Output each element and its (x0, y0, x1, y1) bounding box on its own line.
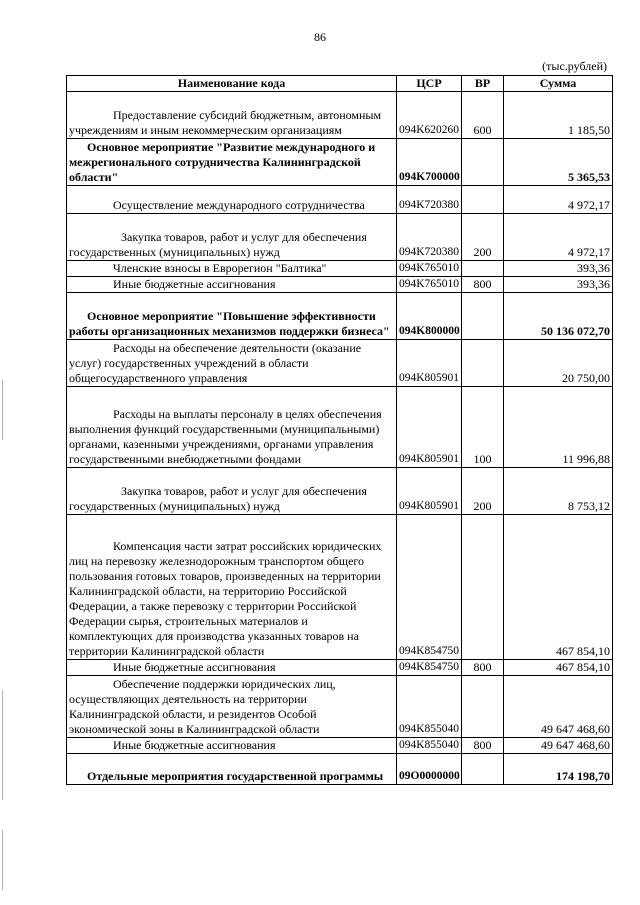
row-name: Членские взносы в Еврорегион "Балтика" (113, 261, 327, 275)
table-row (67, 139, 613, 186)
row-sum: 49 647 468,60 (504, 738, 613, 754)
row-vr (462, 186, 504, 214)
row-sum: 50 136 072,70 (504, 293, 613, 340)
row-name: Закупка товаров, работ и услуг для обеспечения государственных (муниципальных) нужд (69, 230, 367, 259)
row-vr: 800 (462, 738, 504, 754)
row-csr: 094K700000 (397, 139, 462, 186)
row-name: Основное мероприятие "Повышение эффективности работы организационных механизмов поддержки бизнеса" (69, 309, 390, 338)
budget-table (66, 75, 613, 785)
row-name: Предоставление субсидий бюджетным, автономным учреждениям и иным некоммерческим организациям (69, 108, 382, 137)
row-sum: 20 750,00 (504, 340, 613, 387)
row-vr (462, 139, 504, 186)
row-name: Компенсация части затрат российских юридических лиц на перевозку железнодорожным транспортом общего пользования готовых товаров, произведенных на территории Калининградской области, на территорию Российской Федерации, а также перевозку с территории Российской Федерации сырья, строительных материалов и комплектующих для производства указанных товаров на территории Калининградской области (69, 539, 382, 658)
table-row (67, 754, 613, 785)
table-row (67, 676, 613, 738)
row-csr: 094K855040 (397, 676, 462, 738)
row-csr: 094K805901 (397, 468, 462, 515)
row-csr: 094K805901 (397, 340, 462, 387)
row-sum: 467 854,10 (504, 660, 613, 676)
row-name: Расходы на выплаты персоналу в целях обеспечения выполнения функций государственными (муниципальными) органами, казенными учреждениями, органами управления государственными внебюджетными фондами (69, 407, 382, 466)
row-vr: 600 (462, 92, 504, 139)
row-sum: 174 198,70 (504, 754, 613, 785)
table-row (67, 92, 613, 139)
row-sum: 49 647 468,60 (504, 676, 613, 738)
row-sum: 11 996,88 (504, 387, 613, 468)
row-csr: 094K720380 (397, 186, 462, 214)
table-row (67, 277, 613, 293)
row-vr (462, 754, 504, 785)
table-row (67, 340, 613, 387)
row-name: Основное мероприятие "Развитие международного и межрегионального сотрудничества Калининградской области" (69, 140, 376, 184)
table-row (67, 387, 613, 468)
row-name: Расходы на обеспечение деятельности (оказание услуг) государственных учреждений в области общегосударственного управления (69, 341, 362, 385)
row-name: Иные бюджетные ассигнования (113, 660, 276, 674)
scan-margin-line (2, 690, 3, 800)
header-vr: ВР (462, 76, 504, 92)
row-csr: 094K855040 (397, 738, 462, 754)
header-sum: Сумма (504, 76, 613, 92)
row-vr: 800 (462, 277, 504, 293)
table-row (67, 515, 613, 660)
header-csr: ЦСР (397, 76, 462, 92)
row-sum: 393,36 (504, 277, 613, 293)
scan-margin-line (2, 380, 3, 440)
scan-margin-line (2, 830, 3, 890)
header-name: Наименование кода (67, 76, 397, 92)
row-sum: 1 185,50 (504, 92, 613, 139)
row-sum: 393,36 (504, 261, 613, 277)
row-csr: 094K800000 (397, 293, 462, 340)
row-csr: 09O0000000 (397, 754, 462, 785)
row-csr: 094K720380 (397, 214, 462, 261)
row-sum: 4 972,17 (504, 186, 613, 214)
row-csr: 094K854750 (397, 660, 462, 676)
row-csr: 094K620260 (397, 92, 462, 139)
row-name: Обеспечение поддержки юридических лиц, осуществляющих деятельность на территории Калининградской области, и резидентов Особой экономической зоны в Калининградской области (69, 677, 336, 736)
row-name: Отдельные мероприятия государственной программы (87, 769, 384, 783)
table-row (67, 214, 613, 261)
table-row (67, 293, 613, 340)
row-csr: 094K805901 (397, 387, 462, 468)
units-label: (тыс.рублей) (542, 59, 607, 73)
table-row (67, 261, 613, 277)
table-row (67, 468, 613, 515)
row-vr: 100 (462, 387, 504, 468)
table-header-row (67, 76, 613, 92)
row-sum: 5 365,53 (504, 139, 613, 186)
table-row (67, 186, 613, 214)
table-row (67, 738, 613, 754)
row-sum: 8 753,12 (504, 468, 613, 515)
row-vr (462, 676, 504, 738)
row-sum: 4 972,17 (504, 214, 613, 261)
page-number: 86 (314, 30, 326, 44)
row-vr: 200 (462, 214, 504, 261)
row-csr: 094K854750 (397, 515, 462, 660)
row-vr: 200 (462, 468, 504, 515)
row-vr (462, 293, 504, 340)
row-vr (462, 515, 504, 660)
table-row (67, 660, 613, 676)
row-csr: 094K765010 (397, 261, 462, 277)
row-csr: 094K765010 (397, 277, 462, 293)
row-name: Осуществление международного сотрудничества (113, 198, 365, 212)
row-vr: 800 (462, 660, 504, 676)
row-vr (462, 340, 504, 387)
row-sum: 467 854,10 (504, 515, 613, 660)
row-name: Иные бюджетные ассигнования (113, 277, 276, 291)
row-name: Закупка товаров, работ и услуг для обеспечения государственных (муниципальных) нужд (69, 484, 367, 513)
row-vr (462, 261, 504, 277)
row-name: Иные бюджетные ассигнования (113, 738, 276, 752)
